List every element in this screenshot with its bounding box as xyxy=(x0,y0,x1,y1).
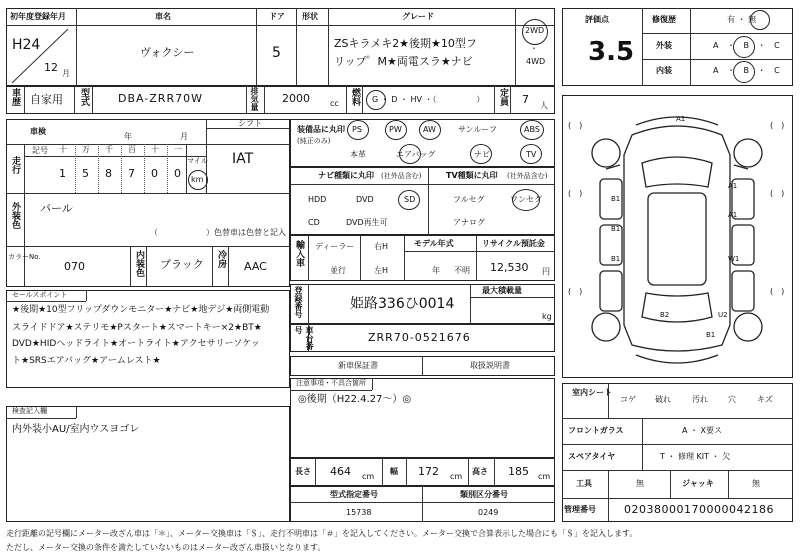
max-load-label: 最大積載量 xyxy=(482,286,522,295)
capacity-label: 定員 xyxy=(498,88,508,106)
height-unit: cm xyxy=(538,472,551,481)
navi-sd: SD xyxy=(404,195,416,204)
type-no-label: 型式指定番号 xyxy=(330,490,378,499)
equip-abs: ABS xyxy=(524,125,540,134)
mileage-unit-4: 十 xyxy=(151,145,159,154)
inspector-label: 検査記入欄 xyxy=(12,407,47,415)
tv-type-label: TV種類に丸印 xyxy=(446,171,498,180)
mileage-divider xyxy=(144,144,145,193)
drive-dot: ・ xyxy=(530,44,538,53)
use-value: 自家用 xyxy=(30,93,63,106)
height-value: 185 xyxy=(508,465,529,478)
max-load-unit: kg xyxy=(542,312,552,321)
mark-a1-right2: A1 xyxy=(728,211,738,219)
chassis-label: 車台番号 xyxy=(294,326,314,350)
cc-unit: cc xyxy=(330,99,339,108)
interior-sheet-label: 室内シート xyxy=(572,388,612,397)
tv-one: ワンセグ xyxy=(510,195,542,204)
mark-a1-right: A1 xyxy=(728,182,738,190)
spare-value: T ・ 修理 KIT ・ 欠 xyxy=(660,452,731,461)
import-parallel: 並行 xyxy=(330,266,346,275)
model-year-label: モデル年式 xyxy=(414,239,454,248)
model-value: DBA-ZRR70W xyxy=(118,92,203,105)
navi-type-label: ナビ種類に丸印 xyxy=(318,171,374,180)
displacement-label: 排気量 xyxy=(250,87,259,111)
int-color-label: 内装色 xyxy=(134,250,144,277)
mileage-digit-0: 1 xyxy=(59,167,66,180)
equip-pw: PW xyxy=(389,125,402,134)
score-value: 3.5 xyxy=(588,37,635,67)
navi-dvd: DVD xyxy=(356,195,374,204)
bracket-tl: ( ) xyxy=(568,121,583,130)
bracket-tr: ( ) xyxy=(770,121,785,130)
doors: 5 xyxy=(272,45,281,61)
mileage-digit-5: 0 xyxy=(174,167,181,180)
sheet-opt-5: キズ xyxy=(757,395,773,404)
use-label: 車歴 xyxy=(10,88,20,106)
exterior-label: 外装 xyxy=(656,41,672,50)
import-left: 左H xyxy=(374,266,389,275)
colorno-label: カラーNo. xyxy=(8,253,41,261)
inspection-year: 年 xyxy=(124,132,132,141)
inspection-month: 月 xyxy=(180,132,188,141)
mileage-divider xyxy=(75,144,76,193)
warranty-label: 新車保証書 xyxy=(338,361,378,370)
equip-aw: AW xyxy=(423,125,436,134)
drive-4wd: 4WD xyxy=(526,57,546,66)
sheet-opt-2: 破れ xyxy=(655,395,671,404)
mileage-digit-2: 8 xyxy=(105,167,112,180)
mark-u2: U2 xyxy=(718,311,728,319)
model-year-unknown: 不明 xyxy=(454,266,470,275)
import-label: 輸入車 xyxy=(294,240,304,267)
manage-value: 02038000170000042186 xyxy=(624,503,774,516)
mileage-unit-5: 一 xyxy=(174,145,182,154)
inspection-label: 車検 xyxy=(30,127,46,136)
fuel-options: G ・ D ・ HV ・（ ） xyxy=(372,95,485,104)
length-value: 464 xyxy=(330,465,351,478)
drive-2wd: 2WD xyxy=(525,26,545,35)
navi-dvd-play: DVD再生可 xyxy=(346,218,388,227)
equip-sunroof: サンルーフ xyxy=(458,125,497,134)
height-label: 高さ xyxy=(472,467,488,476)
notes-value: ◎後期（H22.4.27〜）◎ xyxy=(298,394,412,405)
equip-navi: ナビ xyxy=(474,150,490,159)
footer-line-1: 走行距離の記号欄にメーター改ざん車は「＊」、メーター交換車は「＄」、走行不明車は「＃」を記入してください。メーター交換で合算表示した場合にも「＄」を記入します。 xyxy=(6,529,638,538)
exterior-b-circle xyxy=(733,36,755,58)
notes-label: 注意事項・不具合箇所 xyxy=(296,379,366,387)
mileage-label: 走行 xyxy=(10,156,20,174)
mileage-divider xyxy=(167,144,168,193)
shift-label: シフト xyxy=(238,119,262,128)
chassis-value: ZRR70-0521676 xyxy=(368,331,471,344)
ac-label: 冷房 xyxy=(216,250,226,268)
fuel-label: 燃料 xyxy=(350,88,360,106)
navi-type-sub: (社外品含む) xyxy=(381,172,422,180)
mile-label: マイル xyxy=(187,157,208,165)
class-no-label: 類別区分番号 xyxy=(460,490,508,499)
car-name: ヴォクシー xyxy=(140,46,195,59)
capacity: 7 xyxy=(522,93,529,106)
width-label: 幅 xyxy=(390,467,398,476)
mark-b1-left2: B1 xyxy=(611,225,621,233)
windshield-label: フロントガラス xyxy=(568,426,624,435)
model-label: 型式 xyxy=(79,88,89,106)
footer-line-2: ただし、メーター交換の条件を満たしていないものはメーター改ざん車扱いとなります。 xyxy=(6,543,326,552)
shift-value: IAT xyxy=(232,151,254,167)
mileage-unit-3: 百 xyxy=(128,145,136,154)
repair-none-circle xyxy=(750,10,770,30)
mark-b1-left3: B1 xyxy=(611,255,621,263)
sheet-opt-3: 汚れ xyxy=(692,395,708,404)
bracket-ml: ( ) xyxy=(568,189,583,198)
recycle-value: 12,530 xyxy=(490,261,529,274)
inspector-value: 内外装小AU/室内ウスヨゴレ xyxy=(12,424,140,435)
length-label: 長さ xyxy=(295,467,311,476)
equip-label: 装備品に丸印 xyxy=(297,125,345,134)
interior-label: 内装 xyxy=(656,66,672,75)
equip-ps: PS xyxy=(352,125,362,134)
mark-b1-left: B1 xyxy=(611,195,621,203)
model-year-year: 年 xyxy=(432,266,440,275)
import-dealer: ディーラー xyxy=(315,242,355,251)
mark-b2: B2 xyxy=(660,311,670,319)
first-reg-month: 12 xyxy=(44,61,58,74)
manage-label: 管理番号 xyxy=(564,505,596,514)
first-reg-label: 初年度登録年月 xyxy=(10,12,66,21)
capacity-unit: 人 xyxy=(540,101,548,110)
sales-line-1: ★後期★10型フリップダウンモニター★ナビ★地デジ★両側電動 xyxy=(12,305,270,315)
shape-label: 形状 xyxy=(302,12,318,21)
mileage-digit-4: 0 xyxy=(151,167,158,180)
repair-label: 修復歴 xyxy=(652,15,676,24)
type-no-value: 15738 xyxy=(346,508,372,517)
spare-label: スペアタイヤ xyxy=(568,452,616,461)
km-label: km xyxy=(191,175,204,184)
width-unit: cm xyxy=(450,472,463,481)
displacement: 2000 xyxy=(282,92,310,105)
mileage-divider xyxy=(98,144,99,193)
car-diagram xyxy=(562,95,793,378)
car-name-label: 車名 xyxy=(155,12,171,21)
first-reg-year: H24 xyxy=(12,37,41,53)
grade-line2: リップ゜M★両電スラ★ナビ xyxy=(334,55,473,68)
recycle-label: リサイクル預託金 xyxy=(482,239,545,248)
import-right: 右H xyxy=(374,242,389,251)
mileage-unit-0: 十 xyxy=(59,145,67,154)
mileage-unit-2: 千 xyxy=(105,145,113,154)
equip-sub: (純正のみ) xyxy=(297,137,331,145)
mileage-divider xyxy=(121,144,122,193)
bracket-bl: ( ) xyxy=(568,287,583,296)
registration-label: 登録番号 xyxy=(294,286,303,318)
sheet-opt-1: コゲ xyxy=(620,395,636,404)
color-label: 外装色 xyxy=(10,202,20,229)
jack-label: ジャッキ xyxy=(682,479,714,488)
width-value: 172 xyxy=(418,465,439,478)
color-value: パール xyxy=(40,202,73,215)
exterior-options: A ・ B ・ C xyxy=(713,41,783,50)
mark-b1-rear: B1 xyxy=(706,331,716,339)
jack-value: 無 xyxy=(752,479,760,488)
mileage-note-label: 記号 xyxy=(32,146,48,155)
length-unit: cm xyxy=(362,472,375,481)
bracket-br: ( ) xyxy=(770,287,785,296)
colorno-value: 070 xyxy=(64,260,85,273)
grade-line1: ZSキラメキ2★後期★10型フ xyxy=(334,37,477,50)
mark-a1-front: A1 xyxy=(676,115,686,123)
interior-options: A ・ B ・ C xyxy=(713,66,783,75)
equip-leather: 本革 xyxy=(350,150,366,159)
recycle-unit: 円 xyxy=(542,267,550,276)
sales-line-4: ト★SRSエアバッグ★アームレスト★ xyxy=(12,356,161,366)
sales-line-3: DVD★HIDヘッドライト★オートライト★アクセサリーソケッ xyxy=(12,339,260,349)
mark-w1: W1 xyxy=(728,255,740,263)
score-label: 評価点 xyxy=(585,15,609,24)
class-no-value: 0249 xyxy=(478,508,499,517)
equip-airbag: エアバッグ xyxy=(396,150,436,159)
windshield-value: A ・ X要ス xyxy=(682,426,723,435)
ac-value: AAC xyxy=(244,260,267,273)
bracket-mr: ( ) xyxy=(770,189,785,198)
tv-analog: アナログ xyxy=(453,218,485,227)
sales-line-2: スライドドア★ステリモ★Pスタート★スマートキー×2★BT★ xyxy=(12,323,262,333)
navi-hdd: HDD xyxy=(308,195,327,204)
tools-value: 無 xyxy=(636,479,644,488)
door-label: ドア xyxy=(269,12,285,21)
tools-label: 工具 xyxy=(576,479,592,488)
navi-cd: CD xyxy=(308,218,320,227)
tv-full: フルセグ xyxy=(453,195,485,204)
mileage-unit-1: 万 xyxy=(82,145,90,154)
int-color-value: ブラック xyxy=(160,258,204,271)
sales-point-label: セールスポイント xyxy=(12,291,68,299)
repair-options: 有 ・ 無 xyxy=(727,15,757,24)
registration-value: 姫路336ひ0014 xyxy=(350,296,455,312)
color-note: （ ）色替車は色替と記入 xyxy=(150,228,286,237)
tv-type-sub: (社外品含む) xyxy=(507,172,548,180)
mileage-digit-3: 7 xyxy=(128,167,135,180)
grade-label: グレード xyxy=(402,12,434,21)
mileage-digit-1: 5 xyxy=(82,167,89,180)
sheet-opt-4: 穴 xyxy=(728,395,736,404)
equip-tv: TV xyxy=(526,150,537,159)
month-unit: 月 xyxy=(62,69,70,78)
interior-b-circle xyxy=(733,61,755,83)
manual-label: 取扱説明書 xyxy=(470,361,510,370)
